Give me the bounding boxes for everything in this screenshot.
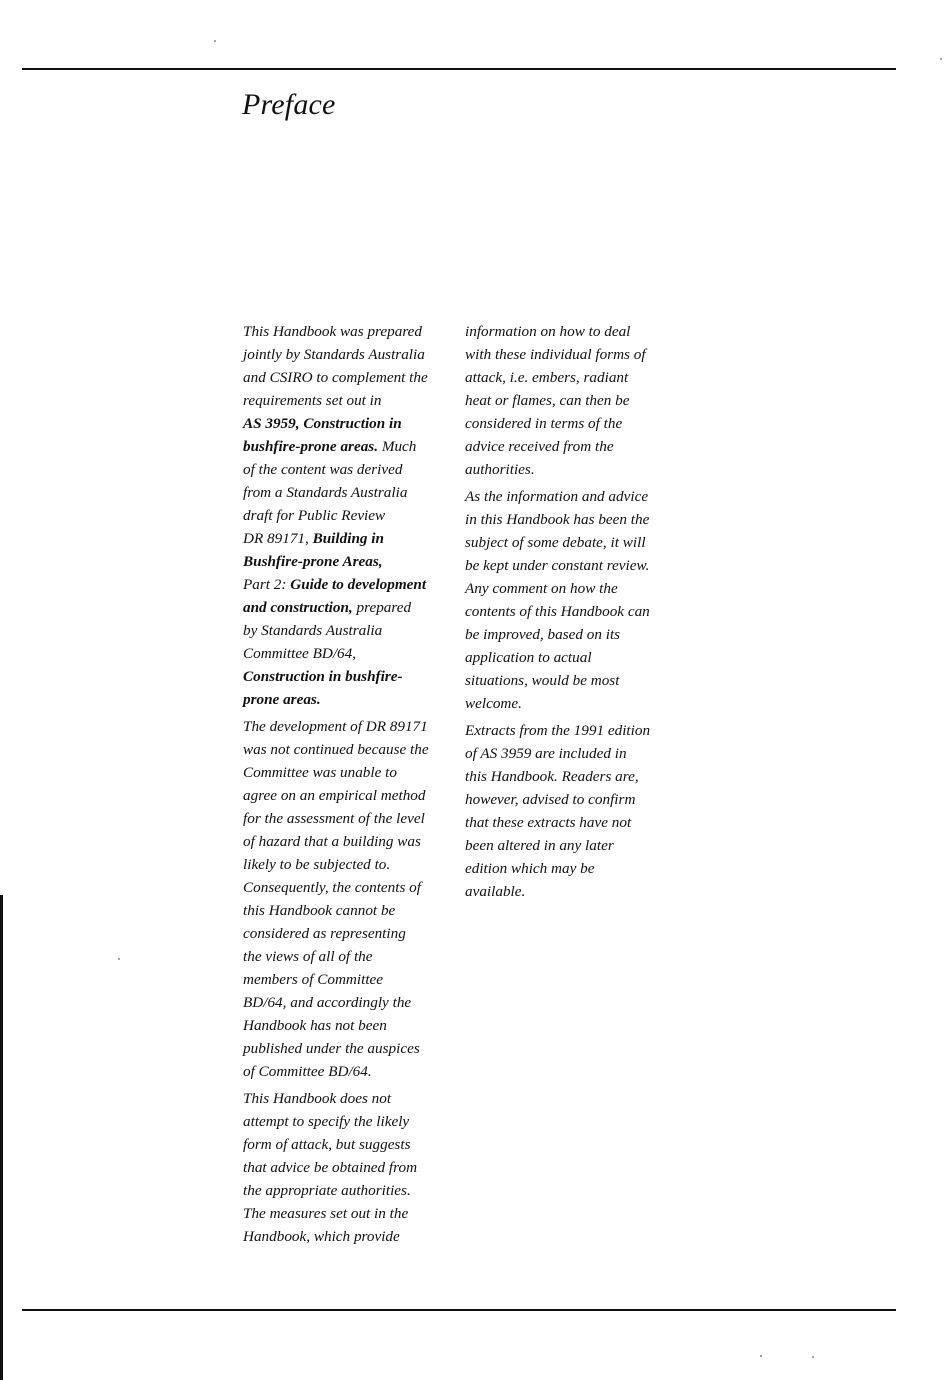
text-line: been altered in any later bbox=[465, 837, 614, 854]
text-line: attack, i.e. embers, radiant bbox=[465, 369, 629, 386]
text-line: The measures set out in the bbox=[243, 1205, 409, 1222]
text-line: the appropriate authorities. bbox=[243, 1182, 411, 1199]
scan-speck bbox=[118, 958, 120, 960]
text-line: advice received from the bbox=[465, 438, 614, 455]
text-line: the views of all of the bbox=[243, 948, 373, 965]
text-line: draft for Public Review bbox=[243, 507, 386, 524]
text-line: likely to be subjected to. bbox=[243, 856, 391, 873]
text-line: and construction, prepared bbox=[243, 599, 412, 616]
text-line: and CSIRO to complement the bbox=[243, 369, 428, 386]
text-line: application to actual bbox=[465, 649, 592, 666]
text-line: of AS 3959 are included in bbox=[465, 745, 627, 762]
text-line: this Handbook. Readers are, bbox=[465, 768, 639, 785]
text-line: attempt to specify the likely bbox=[243, 1113, 410, 1130]
text-line: edition which may be bbox=[465, 860, 595, 877]
text-line: for the assessment of the level bbox=[243, 810, 425, 827]
text-line: by Standards Australia bbox=[243, 622, 383, 639]
text-line: of the content was derived bbox=[243, 461, 403, 478]
paragraph bbox=[243, 715, 453, 1083]
text-line: requirements set out in bbox=[243, 392, 382, 409]
bottom-rule bbox=[22, 1309, 896, 1311]
text-line: with these individual forms of bbox=[465, 346, 646, 363]
text-line: bushfire-prone areas. Much bbox=[243, 438, 417, 455]
text-line: situations, would be most bbox=[465, 672, 620, 689]
scan-speck bbox=[214, 40, 216, 42]
text-line: Handbook, which provide bbox=[243, 1228, 400, 1245]
text-line: AS 3959, Construction in bbox=[243, 415, 402, 432]
top-rule bbox=[22, 68, 896, 70]
text-line: information on how to deal bbox=[465, 323, 631, 340]
text-line: BD/64, and accordingly the bbox=[243, 994, 412, 1011]
text-line: was not continued because the bbox=[243, 741, 429, 758]
scan-speck bbox=[760, 1355, 762, 1357]
text-line: Committee was unable to bbox=[243, 764, 397, 781]
text-line: Extracts from the 1991 edition bbox=[465, 722, 651, 739]
text-line: be kept under constant review. bbox=[465, 557, 650, 574]
text-line: that advice be obtained from bbox=[243, 1159, 418, 1176]
text-line: This Handbook does not bbox=[243, 1090, 392, 1107]
text-line: heat or flames, can then be bbox=[465, 392, 630, 409]
text-line: in this Handbook has been the bbox=[465, 511, 650, 528]
text-line: of hazard that a building was bbox=[243, 833, 421, 850]
text-line: welcome. bbox=[465, 695, 522, 712]
text-line: agree on an empirical method bbox=[243, 787, 426, 804]
text-line: Part 2: Guide to development bbox=[243, 576, 427, 593]
text-line: this Handbook cannot be bbox=[243, 902, 396, 919]
text-line: The development of DR 89171 bbox=[243, 718, 428, 735]
text-line: This Handbook was prepared bbox=[243, 323, 423, 340]
scan-speck bbox=[940, 58, 942, 60]
scan-edge-mark bbox=[0, 895, 3, 1380]
text-line: members of Committee bbox=[243, 971, 384, 988]
text-line: Committee BD/64, bbox=[243, 645, 357, 662]
scan-speck bbox=[812, 1356, 814, 1358]
text-line: considered as representing bbox=[243, 925, 406, 942]
text-line: authorities. bbox=[465, 461, 535, 478]
text-line: however, advised to confirm bbox=[465, 791, 636, 808]
text-line: available. bbox=[465, 883, 526, 900]
left-column bbox=[243, 320, 453, 1252]
text-line: published under the auspices bbox=[243, 1040, 420, 1057]
text-line: Handbook has not been bbox=[243, 1017, 387, 1034]
text-line: prone areas. bbox=[243, 691, 321, 708]
paragraph bbox=[465, 719, 675, 903]
text-line: considered in terms of the bbox=[465, 415, 623, 432]
text-line: from a Standards Australia bbox=[243, 484, 408, 501]
text-line: be improved, based on its bbox=[465, 626, 621, 643]
paragraph bbox=[465, 485, 675, 715]
text-line: Bushfire-prone Areas, bbox=[243, 553, 383, 570]
page-title: Preface bbox=[242, 88, 336, 121]
text-line: that these extracts have not bbox=[465, 814, 632, 831]
paragraph bbox=[465, 320, 675, 481]
text-line: Consequently, the contents of bbox=[243, 879, 422, 896]
text-line: As the information and advice bbox=[465, 488, 649, 505]
paragraph bbox=[243, 320, 453, 711]
text-line: jointly by Standards Australia bbox=[243, 346, 425, 363]
paragraph bbox=[243, 1087, 453, 1248]
text-line: form of attack, but suggests bbox=[243, 1136, 411, 1153]
text-line: subject of some debate, it will bbox=[465, 534, 646, 551]
text-line: contents of this Handbook can bbox=[465, 603, 650, 620]
text-line: DR 89171, Building in bbox=[243, 530, 384, 547]
text-line: Any comment on how the bbox=[465, 580, 618, 597]
text-line: of Committee BD/64. bbox=[243, 1063, 372, 1080]
right-column bbox=[465, 320, 675, 907]
text-line: Construction in bushfire- bbox=[243, 668, 403, 685]
